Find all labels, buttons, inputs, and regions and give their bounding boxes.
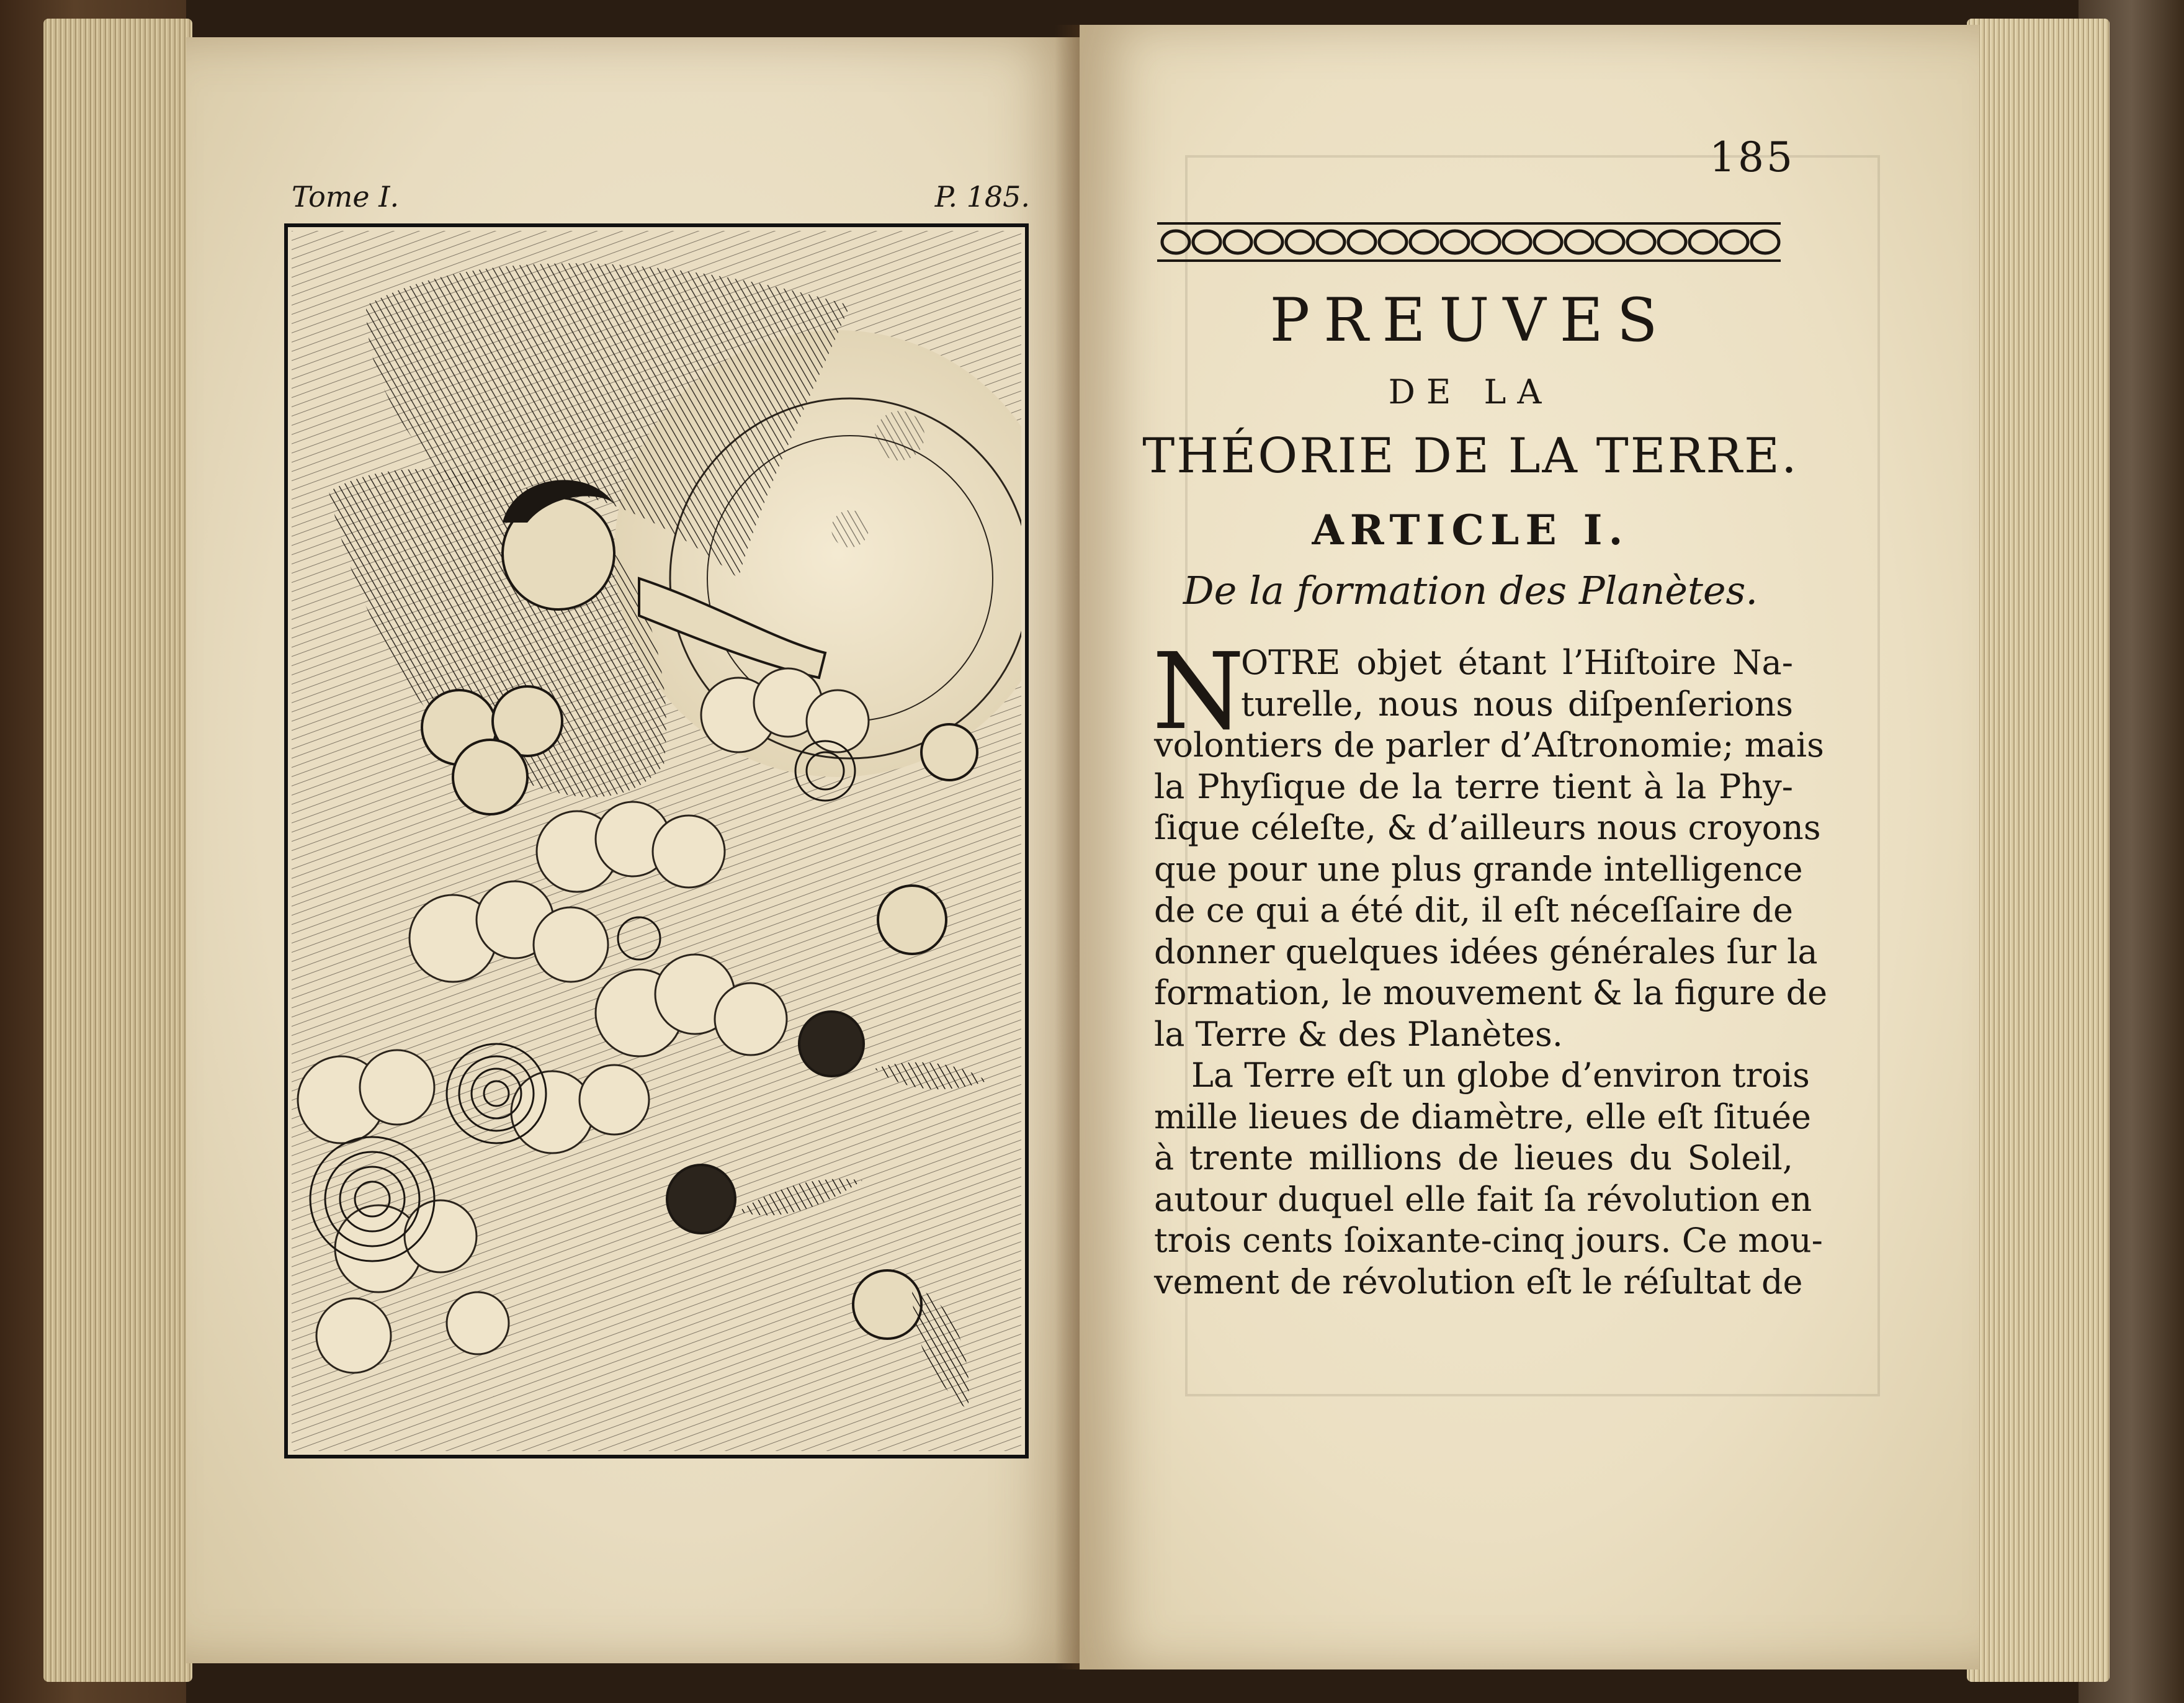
page-edges-right — [1967, 19, 2110, 1682]
text-line: de ce qui a été dit, il eſt néceſſaire de — [1154, 891, 1793, 930]
engraving-illustration — [292, 231, 1021, 1451]
text-line: donner quelques idées générales ſur la — [1154, 932, 1818, 971]
drop-cap: N — [1152, 631, 1245, 753]
text-line: à trente millions de lieues du Soleil, — [1154, 1138, 1793, 1177]
engraving-plate — [284, 223, 1029, 1458]
page-edges-left — [43, 19, 192, 1682]
body-text — [1152, 631, 1828, 1303]
plate-tome-label: Tome I. — [292, 180, 400, 213]
plate-header — [285, 180, 1030, 223]
text-line: autour duquel elle fait ſa révolution en — [1154, 1179, 1812, 1219]
text-line: la Phyſique de la terre tient à la Phy- — [1154, 766, 1793, 806]
text-line: La Terre eſt un globe d’environ trois — [1191, 1056, 1810, 1095]
plate-page-reference: P. 185. — [934, 180, 1030, 213]
text-line: volontiers de parler d’Aſtronomie; mais — [1154, 726, 1824, 765]
title-theorie: THÉORIE DE LA TERRE. — [1142, 428, 1799, 484]
title-de-la: DE LA — [1388, 372, 1553, 411]
text-line: ſique céleſte, & d’ailleurs nous croyons — [1154, 808, 1821, 847]
article-heading: ARTICLE I. — [1312, 506, 1629, 554]
title-preuves: PREUVES — [1269, 285, 1672, 355]
page-number: 185 — [1709, 133, 1795, 181]
article-title: De la formation des Planètes. — [1183, 568, 1758, 613]
text-line: turelle, nous nous diſpenſerions — [1241, 684, 1793, 724]
text-line: vement de révolution eſt le réſultat de — [1154, 1262, 1803, 1301]
text-line: la Terre & des Planètes. — [1154, 1014, 1563, 1054]
text-line: formation, le mouvement & la figure de — [1154, 973, 1828, 1012]
text-line: que pour une plus grande intelligence — [1154, 849, 1803, 889]
text-line: mille lieues de diamètre, elle eſt ſituée — [1154, 1097, 1812, 1136]
text-line: trois cents ſoixante-cinq jours. Ce mou- — [1154, 1221, 1823, 1260]
ornament-band — [1145, 218, 1793, 266]
text-line: OTRE objet étant l’Hiſtoire Na- — [1241, 643, 1793, 682]
